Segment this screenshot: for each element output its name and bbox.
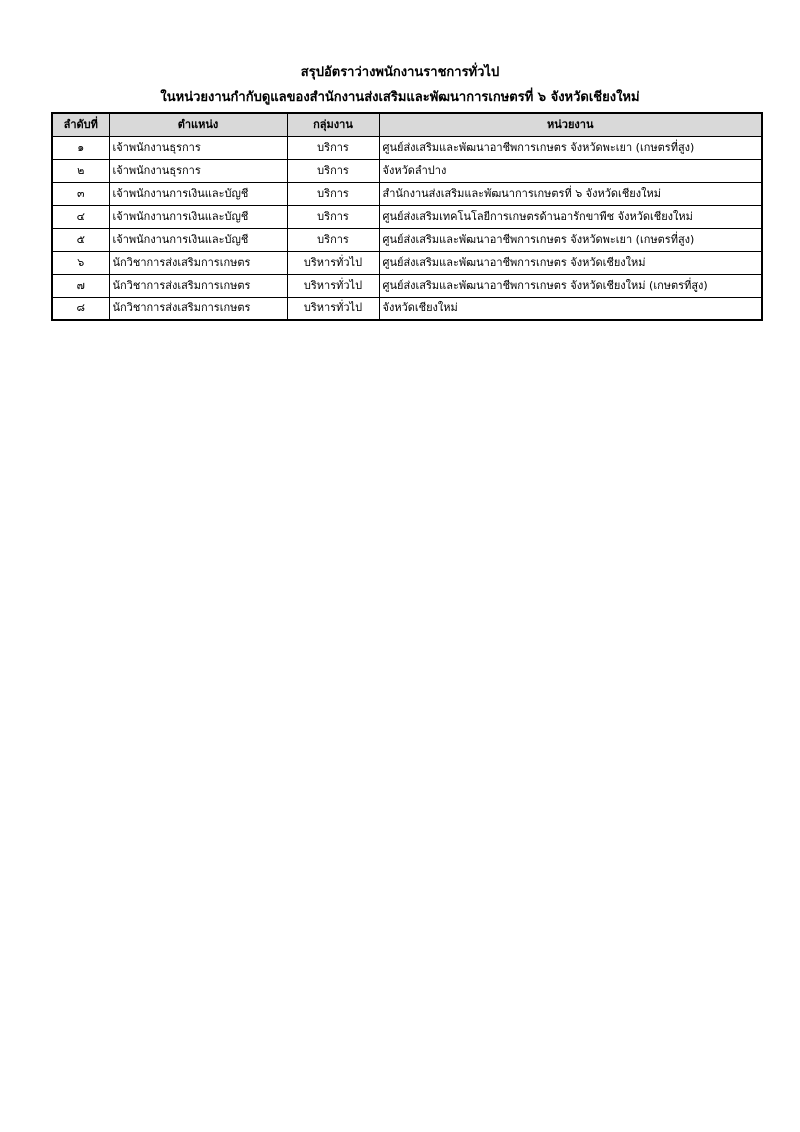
- cell-no: ๗: [52, 274, 109, 297]
- cell-unit: จังหวัดเชียงใหม่: [379, 297, 762, 320]
- table-header: [52, 113, 762, 136]
- cell-position: เจ้าพนักงานการเงินและบัญชี: [109, 228, 287, 251]
- table-row: [52, 297, 762, 320]
- cell-position: นักวิชาการส่งเสริมการเกษตร: [109, 274, 287, 297]
- table-row: [52, 274, 762, 297]
- cell-position: นักวิชาการส่งเสริมการเกษตร: [109, 297, 287, 320]
- cell-position: เจ้าพนักงานธุรการ: [109, 136, 287, 159]
- table-row: [52, 251, 762, 274]
- cell-group: บริหารทั่วไป: [287, 274, 379, 297]
- table-row: [52, 205, 762, 228]
- cell-unit: ศูนย์ส่งเสริมและพัฒนาอาชีพการเกษตร จังหวัดเชียงใหม่ (เกษตรที่สูง): [379, 274, 762, 297]
- cell-no: ๕: [52, 228, 109, 251]
- cell-unit: ศูนย์ส่งเสริมและพัฒนาอาชีพการเกษตร จังหวัดพะเยา (เกษตรที่สูง): [379, 228, 762, 251]
- cell-position: นักวิชาการส่งเสริมการเกษตร: [109, 251, 287, 274]
- table-body: [52, 136, 762, 320]
- table-row: [52, 136, 762, 159]
- cell-unit: ศูนย์ส่งเสริมเทคโนโลยีการเกษตรด้านอารักขาพืช จังหวัดเชียงใหม่: [379, 205, 762, 228]
- cell-no: ๓: [52, 182, 109, 205]
- table-row: [52, 159, 762, 182]
- cell-group: บริการ: [287, 136, 379, 159]
- header-no: ลำดับที่: [52, 113, 109, 136]
- cell-group: บริหารทั่วไป: [287, 251, 379, 274]
- cell-position: เจ้าพนักงานธุรการ: [109, 159, 287, 182]
- cell-no: ๒: [52, 159, 109, 182]
- cell-unit: ศูนย์ส่งเสริมและพัฒนาอาชีพการเกษตร จังหวัดพะเยา (เกษตรที่สูง): [379, 136, 762, 159]
- header-unit: หน่วยงาน: [379, 113, 762, 136]
- cell-no: ๑: [52, 136, 109, 159]
- table-row: [52, 182, 762, 205]
- header-position: ตำแหน่ง: [109, 113, 287, 136]
- header-group: กลุ่มงาน: [287, 113, 379, 136]
- cell-group: บริการ: [287, 182, 379, 205]
- cell-group: บริการ: [287, 159, 379, 182]
- cell-position: เจ้าพนักงานการเงินและบัญชี: [109, 182, 287, 205]
- vacancy-table: [51, 112, 763, 321]
- cell-position: เจ้าพนักงานการเงินและบัญชี: [109, 205, 287, 228]
- document-title: สรุปอัตราว่างพนักงานราชการทั่วไป: [300, 65, 500, 80]
- cell-unit: ศูนย์ส่งเสริมและพัฒนาอาชีพการเกษตร จังหวัดเชียงใหม่: [379, 251, 762, 274]
- cell-no: ๘: [52, 297, 109, 320]
- cell-group: บริการ: [287, 228, 379, 251]
- cell-group: บริการ: [287, 205, 379, 228]
- header-row: [52, 113, 762, 136]
- cell-no: ๔: [52, 205, 109, 228]
- table-row: [52, 228, 762, 251]
- cell-unit: จังหวัดลำปาง: [379, 159, 762, 182]
- cell-group: บริหารทั่วไป: [287, 297, 379, 320]
- cell-unit: สำนักงานส่งเสริมและพัฒนาการเกษตรที่ ๖ จังหวัดเชียงใหม่: [379, 182, 762, 205]
- document-subtitle: ในหน่วยงานกำกับดูแลของสำนักงานส่งเสริมและพัฒนาการเกษตรที่ ๖ จังหวัดเชียงใหม่: [160, 90, 640, 105]
- cell-no: ๖: [52, 251, 109, 274]
